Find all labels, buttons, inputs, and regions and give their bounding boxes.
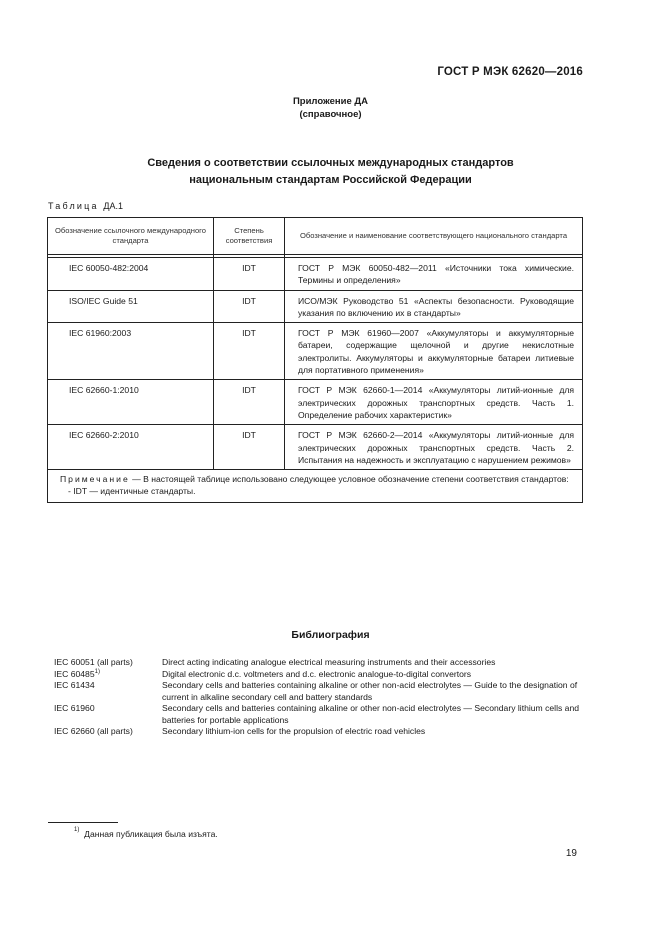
document-header-standard: ГОСТ Р МЭК 62620—2016: [437, 66, 583, 78]
bibliography-title: Библиография: [291, 629, 370, 641]
table-note-row: [48, 470, 583, 503]
header-national-standard: Обозначение и наименование соответствующего национального стандарта: [285, 218, 583, 255]
bib-code: IEC 60485$^{1)}$: [54, 668, 100, 679]
cell-national: ГОСТ Р МЭК 62660-2—2014 «Аккумуляторы литий-ионные для электрических дорожных транспортных средств. Часть 2. Испытания на надежность и эксплуатацию с нарушением режимов»: [285, 425, 583, 470]
note-text: — В настоящей таблице использовано следующее условное обозначение степени соответствия стандартов:: [129, 474, 569, 485]
bibliography-list: [54, 657, 584, 738]
cell-national: ГОСТ Р МЭК 61960—2007 «Аккумуляторы и аккумуляторные батареи, содержащие щелочной и другие некислотные электролиты. Аккумуляторы и аккумуляторные батареи литиевые для портативного применения»: [285, 323, 583, 380]
main-title-line2: национальным стандартам Российской Федерации: [189, 174, 472, 186]
cell-intl: IEC 62660-1:2010: [48, 380, 214, 425]
cell-degree: IDT: [214, 380, 285, 425]
bib-text: Secondary cells and batteries containing alkaline or other non-acid electrolytes — Guide to the designation of current in alkaline secondary cell and battery standards: [162, 680, 578, 702]
table-header-row: [48, 218, 583, 255]
list-item: [54, 669, 584, 681]
footnote-divider: [48, 822, 118, 823]
table-row: [48, 425, 583, 470]
note-item: - IDT — идентичные стандарты.: [68, 486, 196, 497]
bib-text: Direct acting indicating analogue electrical measuring instruments and their accessories: [162, 657, 496, 667]
cell-national: ГОСТ Р МЭК 60050-482—2011 «Источники тока химические. Термины и определения»: [285, 258, 583, 291]
bib-code: IEC 61960: [54, 703, 95, 713]
cell-degree: IDT: [214, 323, 285, 380]
annex-subtitle: (справочное): [299, 109, 362, 120]
cell-national: ГОСТ Р МЭК 62660-1—2014 «Аккумуляторы литий-ионные для электрических дорожных транспортных средств. Часть 1. Определение рабочих характеристик»: [285, 380, 583, 425]
table-row: [48, 323, 583, 380]
cell-intl: IEC 62660-2:2010: [48, 425, 214, 470]
table-row: [48, 380, 583, 425]
table-note: [48, 470, 583, 503]
bib-code: IEC 62660 (all parts): [54, 726, 133, 736]
footnote: [74, 829, 218, 839]
bib-code: IEC 60051 (all parts): [54, 657, 133, 667]
list-item: [54, 726, 584, 738]
cell-degree: IDT: [214, 425, 285, 470]
footnote-mark: 1): [74, 827, 80, 833]
header-degree: Степень соответствия: [214, 218, 285, 255]
cell-intl: ISO/IEC Guide 51: [48, 290, 214, 323]
correspondence-table: [47, 217, 583, 503]
bib-text: Secondary cells and batteries containing alkaline or other non-acid electrolytes — Secondary lithium cells and batteries for portable applications: [162, 703, 580, 725]
table-label-number: ДА.1: [103, 201, 124, 211]
cell-intl: IEC 60050-482:2004: [48, 258, 214, 291]
list-item: [54, 703, 584, 726]
header-intl-standard: Обозначение ссылочного международного стандарта: [48, 218, 214, 255]
bib-code: IEC 61434: [54, 680, 95, 690]
footnote-text: Данная публикация была изъята.: [84, 829, 218, 839]
page-number: 19: [565, 848, 577, 859]
cell-intl: IEC 61960:2003: [48, 323, 214, 380]
cell-degree: IDT: [214, 258, 285, 291]
list-item: [54, 657, 584, 669]
main-title-line1: Сведения о соответствии ссылочных международных стандартов: [147, 157, 514, 169]
table-label-word: Таблица: [48, 201, 99, 211]
footnote-ref: 1): [94, 668, 100, 675]
table-label: [48, 201, 123, 211]
cell-national: ИСО/МЭК Руководство 51 «Аспекты безопасности. Руководящие указания по включению их в стандарты»: [285, 290, 583, 323]
table-row: [48, 258, 583, 291]
annex-title: Приложение ДА: [292, 96, 369, 107]
bib-text: Digital electronic d.c. voltmeters and d.c. electronic analogue-to-digital convertors: [162, 668, 472, 679]
note-label: Примечание: [60, 474, 130, 485]
table-row: [48, 290, 583, 323]
list-item: [54, 680, 584, 703]
bib-text: Secondary lithium-ion cells for the propulsion of electric road vehicles: [162, 726, 426, 736]
cell-degree: IDT: [214, 290, 285, 323]
